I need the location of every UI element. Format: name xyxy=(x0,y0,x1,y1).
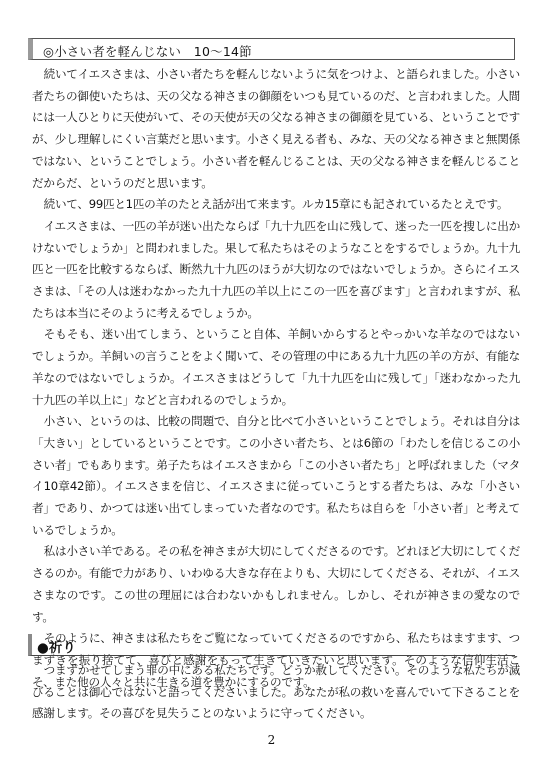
page-number: 2 xyxy=(267,733,276,747)
section-heading-box xyxy=(28,38,515,60)
paragraph-2: 続いて、99匹と1匹の羊のたとえ話が出て来ます。ルカ15章にも記されているたとえです。 xyxy=(43,197,509,212)
paragraph-3: イエスさまは、一匹の羊が迷い出たならば「九十九匹を山に残して、迷った一匹を捜しに出かけないでしょうか」と問われました。果して私たちはそのようなことをするでしょうか。九十九匹と一匹を比較するならば、断然九十九匹のほうが大切なのではないでしょうか。さらにイエスさまは、「その人は迷わなかった九十九匹の羊以上にこの一匹を喜びます」と言われますが、私たちは本当にそのように考えるでしょうか。 xyxy=(32,218,520,320)
sermon-body xyxy=(32,64,520,693)
paragraph-1: 続いてイエスさまは、小さい者たちを軽んじないように気をつけよ、と語られました。小さい者たちの御使いたちは、天の父なる神さまの御顔をいつも見ているのだ、と言われました。人間には一人ひとりに天使がいて、その天使が天の父なる神さまの御顔を見ている、ということですが、少し理解しにくい言葉だと思います。小さく見える者も、みな、天の父なる神さまと無関係ではない、ということでしょう。小さい者を軽んじることは、天の父なる神さまを軽んじることだからだ、というのだと思います。 xyxy=(32,67,520,190)
paragraph-5: 小さい、というのは、比較の問題で、自分と比べて小さいということでしょう。それは自分は「大きい」としているということです。この小さい者たち、とは6節の「わたしを信じるこの小さい者」でもあります。弟子たちはイエスさまから「この小さい者たち」と呼ばれました（マタイ10章42節）。イエスさまを信じ、イエスさまに従っていこうとする者たちは、みな「小さい者」であり、かつては迷い出てしまっていた者なのです。私たちは自らを「小さい者」と考えているでしょうか。 xyxy=(32,414,520,537)
section-heading: ◎小さい者を軽んじない 10〜14節 xyxy=(43,44,252,59)
paragraph-4: そもそも、迷い出てしまう、ということ自体、羊飼いからするとやっかいな羊なのではないでしょうか。羊飼いの言うことをよく聞いて、その管理の中にある九十九匹の羊の方が、有能な羊なのではないでしょうか。イエスさまはどうして「九十九匹を山に残して」「迷わなかった九十九匹の羊以上に」などと言われるのでしょうか。 xyxy=(32,327,520,407)
prayer-paragraph: つまずかせてしまう罪の中にある私たちです。どうか赦してください。そのような私たちが滅びることは御心ではないと語ってくださいました。あなたが私の救いを喜んでいて下さることを感謝します。その喜びを見失うことのないように守ってください。 xyxy=(32,663,520,721)
prayer-body xyxy=(32,660,520,725)
paragraph-6: 私は小さい羊である。その私を神さまが大切にしてくださるのです。どれほど大切にしてくださるのか。有能で力があり、いわゆる大きな存在よりも、大切にしてくださる、それが、イエスさまなのです。この世の理屈には合わないかもしれません。しかし、それが神さまの愛なのです。 xyxy=(32,544,520,624)
prayer-heading-bar xyxy=(28,634,515,656)
prayer-heading: ●祈り xyxy=(37,640,76,656)
paragraph-7: そのように、神さまは私たちをご覧になっていてくださるのですから、私たちはますます、つまずきを振り捨てて、喜びと感謝をもって生きていきたいと思います。そのような信仰生活こそ、また他の人々と共に生きる道を豊かにするのです。 xyxy=(32,631,520,689)
